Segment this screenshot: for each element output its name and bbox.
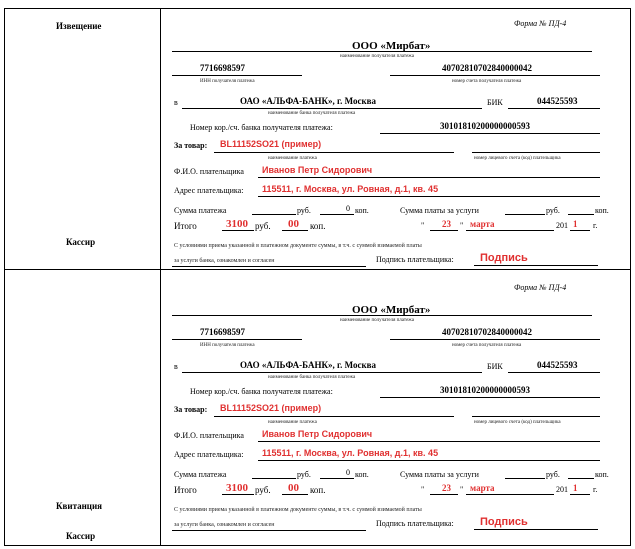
payer-address: 115511, г. Москва, ул. Ровная, д.1, кв. 45 (262, 184, 439, 194)
inn-underline (172, 339, 302, 340)
date-year-blank (570, 494, 590, 495)
sum-label: Сумма платежа (174, 470, 227, 479)
fee-label: Сумма платы за услуги (400, 206, 479, 215)
date-quote-close: " (460, 221, 464, 230)
payer-label: Ф.И.О. плательщика (174, 431, 244, 440)
address-underline (258, 196, 600, 197)
sum-label: Сумма платежа (174, 206, 227, 215)
recipient-caption: наименование получателя платежа (340, 318, 414, 323)
date-year-prefix: 201 (556, 485, 568, 494)
fee-kop-unit: коп. (595, 206, 609, 215)
section-left-label: Извещение (56, 21, 102, 31)
total-rub-value: 3100 (226, 218, 248, 230)
payer-underline (258, 177, 600, 178)
goods-label: За товар: (174, 405, 208, 414)
account-underline (390, 75, 600, 76)
date-year-digit: 1 (573, 219, 578, 229)
total-rub-value: 3100 (226, 482, 248, 494)
total-kop-value: 00 (288, 482, 299, 494)
total-kop-unit: коп. (310, 485, 326, 495)
bik-label: БИК (487, 362, 503, 371)
fee-rub-blank (505, 478, 545, 479)
date-quote-open: " (421, 485, 425, 494)
recipient-underline (172, 315, 592, 316)
inn-value: 7716698597 (200, 327, 245, 337)
consent-text-line1: С условиями приема указанной в платежном документе суммы, в т.ч. с суммой взимаемой платы (174, 507, 422, 513)
recipient-name: ООО «Мирбат» (352, 40, 431, 52)
date-month-blank (466, 230, 554, 231)
date-day-blank (430, 230, 458, 231)
inn-caption: ИНН получателя платежа (200, 79, 255, 84)
sum-kop-unit: коп. (355, 470, 369, 479)
personal-account-caption: номер лицевого счета (код) плательщика (474, 156, 561, 161)
consent-text-line2: за услуги банка, ознакомлен и согласен (174, 258, 275, 264)
inn-underline (172, 75, 302, 76)
sum-kop-value: 0 (346, 204, 350, 213)
date-year-digit: 1 (573, 483, 578, 493)
payer-address: 115511, г. Москва, ул. Ровная, д.1, кв. 45 (262, 448, 439, 458)
bank-name: ОАО «АЛЬФА-БАНК», г. Москва (240, 96, 377, 106)
fee-rub-blank (505, 214, 545, 215)
sum-kop-value: 0 (346, 468, 350, 477)
account-caption: номер счета получателя платежа (452, 343, 522, 348)
fee-label: Сумма платы за услуги (400, 470, 479, 479)
bank-underline (182, 372, 482, 373)
total-kop-value: 00 (288, 218, 299, 230)
personal-account-underline (472, 416, 600, 417)
total-kop-unit: коп. (310, 221, 326, 231)
personal-account-caption: номер лицевого счета (код) плательщика (474, 420, 561, 425)
fee-rub-unit: руб. (546, 470, 560, 479)
sum-rub-blank (252, 478, 296, 479)
signature-label: Подпись плательщика: (376, 255, 454, 264)
bik-label: БИК (487, 98, 503, 107)
sum-rub-blank (252, 214, 296, 215)
account-caption: номер счета получателя платежа (452, 79, 522, 84)
address-label: Адрес плательщика: (174, 186, 244, 195)
bik-value: 044525593 (537, 96, 578, 106)
bank-name: ОАО «АЛЬФА-БАНК», г. Москва (240, 360, 377, 370)
recipient-caption: наименование получателя платежа (340, 54, 414, 59)
signature-underline (474, 529, 598, 530)
fee-rub-unit: руб. (546, 206, 560, 215)
sum-kop-unit: коп. (355, 206, 369, 215)
total-kop-blank (282, 494, 308, 495)
total-rub-unit: руб. (255, 221, 271, 231)
sum-rub-unit: руб. (297, 206, 311, 215)
total-rub-blank (222, 494, 254, 495)
recipient-underline (172, 51, 592, 52)
recipient-name: ООО «Мирбат» (352, 304, 431, 316)
payer-underline (258, 441, 600, 442)
bank-caption: наименование банка получателя платежа (268, 111, 356, 116)
date-day: 23 (442, 219, 451, 229)
corr-account-label: Номер кор./сч. банка получателя платежа: (190, 123, 333, 132)
cashier-label: Кассир (66, 237, 96, 247)
inn-value: 7716698597 (200, 63, 245, 73)
consent-underline (172, 530, 366, 531)
total-rub-unit: руб. (255, 485, 271, 495)
goods-underline (214, 152, 454, 153)
payer-signature: Подпись (480, 252, 528, 264)
section-divider (4, 269, 631, 270)
personal-account-underline (472, 152, 600, 153)
consent-text-line2: за услуги банка, ознакомлен и согласен (174, 522, 275, 528)
column-divider (160, 8, 161, 546)
bik-underline (508, 372, 600, 373)
payment-caption: наименование платежа (268, 420, 317, 425)
date-day-blank (430, 494, 458, 495)
date-month: марта (470, 219, 495, 229)
consent-text-line1: С условиями приема указанной в платежном документе суммы, в т.ч. с суммой взимаемой платы (174, 243, 422, 249)
total-kop-blank (282, 230, 308, 231)
date-month: марта (470, 483, 495, 493)
date-year-blank (570, 230, 590, 231)
payment-caption: наименование платежа (268, 156, 317, 161)
goods-label: За товар: (174, 141, 208, 150)
inn-caption: ИНН получателя платежа (200, 343, 255, 348)
section-left-label: Квитанция (56, 501, 103, 511)
corr-account-label: Номер кор./сч. банка получателя платежа: (190, 387, 333, 396)
form-number: Форма № ПД-4 (514, 283, 567, 292)
total-label: Итого (174, 485, 197, 495)
bank-in-label: в (174, 362, 178, 371)
bank-underline (182, 108, 482, 109)
total-rub-blank (222, 230, 254, 231)
date-quote-open: " (421, 221, 425, 230)
corr-account-underline (380, 133, 600, 134)
sum-kop-blank (320, 478, 354, 479)
address-label: Адрес плательщика: (174, 450, 244, 459)
bank-in-label: в (174, 98, 178, 107)
bik-value: 044525593 (537, 360, 578, 370)
date-day: 23 (442, 483, 451, 493)
goods-underline (214, 416, 454, 417)
payment-form-frame (4, 8, 631, 546)
address-underline (258, 460, 600, 461)
corr-account-underline (380, 397, 600, 398)
date-year-prefix: 201 (556, 221, 568, 230)
total-label: Итого (174, 221, 197, 231)
account-underline (390, 339, 600, 340)
payer-signature: Подпись (480, 516, 528, 528)
bank-caption: наименование банка получателя платежа (268, 375, 356, 380)
payer-name: Иванов Петр Сидорович (262, 429, 373, 439)
sum-rub-unit: руб. (297, 470, 311, 479)
sum-kop-blank (320, 214, 354, 215)
signature-underline (474, 265, 598, 266)
bik-underline (508, 108, 600, 109)
form-number: Форма № ПД-4 (514, 19, 567, 28)
goods-value: BL11152SO21 (пример) (220, 139, 322, 149)
consent-underline (172, 266, 366, 267)
fee-kop-blank (568, 478, 594, 479)
date-year-suffix: г. (593, 221, 598, 230)
payer-label: Ф.И.О. плательщика (174, 167, 244, 176)
goods-value: BL11152SO21 (пример) (220, 403, 322, 413)
corr-account-value: 30101810200000000593 (440, 385, 530, 395)
account-value: 40702810702840000042 (442, 327, 532, 337)
fee-kop-unit: коп. (595, 470, 609, 479)
date-month-blank (466, 494, 554, 495)
payer-name: Иванов Петр Сидорович (262, 165, 373, 175)
account-value: 40702810702840000042 (442, 63, 532, 73)
corr-account-value: 30101810200000000593 (440, 121, 530, 131)
signature-label: Подпись плательщика: (376, 519, 454, 528)
date-year-suffix: г. (593, 485, 598, 494)
fee-kop-blank (568, 214, 594, 215)
date-quote-close: " (460, 485, 464, 494)
cashier-label: Кассир (66, 531, 96, 541)
